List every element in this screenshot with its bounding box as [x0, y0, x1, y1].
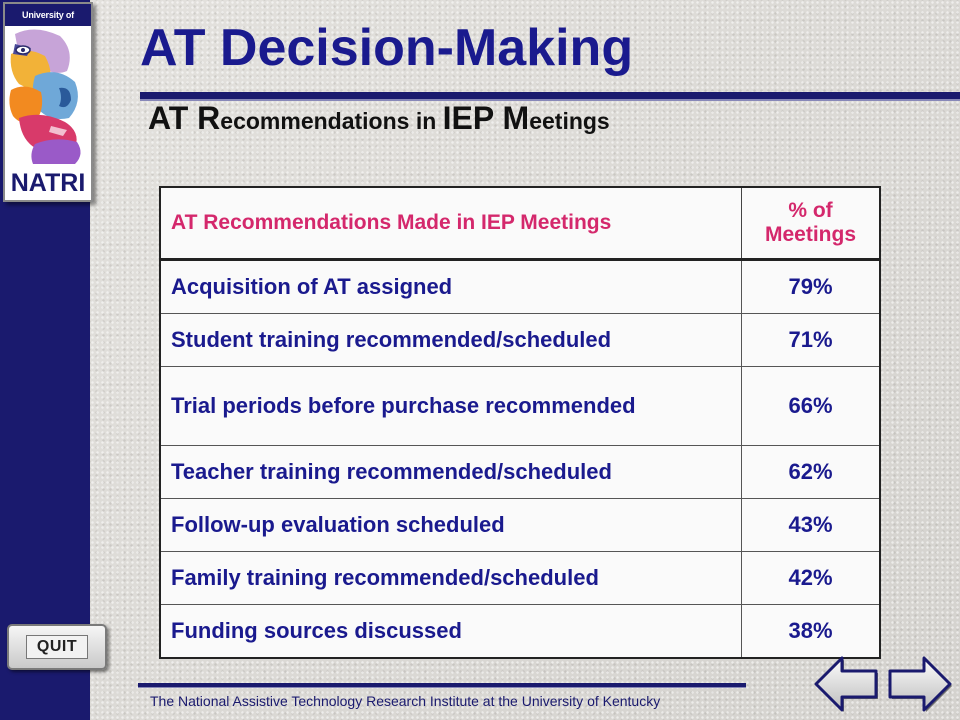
row-label: Family training recommended/scheduled — [160, 551, 742, 604]
natri-logo — [3, 2, 93, 202]
subtitle-rest-2: eetings — [529, 108, 610, 134]
row-value: 38% — [742, 604, 881, 658]
table-row — [160, 604, 880, 658]
footer-divider — [138, 683, 746, 688]
row-label: Follow-up evaluation scheduled — [160, 498, 742, 551]
quit-button[interactable] — [7, 624, 107, 670]
subtitle-cap-2: IEP M — [442, 100, 530, 136]
page-title: AT Decision-Making — [140, 19, 634, 77]
arrow-left-icon[interactable] — [812, 654, 880, 714]
table-header-row — [160, 187, 880, 259]
table-row — [160, 366, 880, 445]
table-row — [160, 445, 880, 498]
header-percent: % of Meetings — [742, 187, 881, 259]
arrow-right-icon[interactable] — [886, 654, 954, 714]
row-value: 62% — [742, 445, 881, 498]
table-row — [160, 551, 880, 604]
page-subtitle — [148, 100, 610, 137]
subtitle-cap-1: AT R — [148, 100, 221, 136]
row-label: Trial periods before purchase recommended — [160, 366, 742, 445]
row-label: Student training recommended/scheduled — [160, 313, 742, 366]
row-label: Acquisition of AT assigned — [160, 259, 742, 313]
row-label: Teacher training recommended/scheduled — [160, 445, 742, 498]
quit-label: QUIT — [26, 635, 88, 659]
table-row — [160, 498, 880, 551]
row-value: 71% — [742, 313, 881, 366]
faces-logo-icon — [5, 26, 91, 166]
row-value: 43% — [742, 498, 881, 551]
table-row — [160, 313, 880, 366]
recommendations-table — [159, 186, 881, 659]
row-value: 42% — [742, 551, 881, 604]
subtitle-rest-1: ecommendations in — [220, 108, 443, 134]
header-recommendation: AT Recommendations Made in IEP Meetings — [160, 187, 742, 259]
logo-university-label: University of — [5, 4, 91, 26]
row-value: 66% — [742, 366, 881, 445]
logo-name: NATRI — [10, 169, 86, 197]
footer-credit: The National Assistive Technology Research Institute at the University of Kentucky — [150, 693, 661, 709]
row-value: 79% — [742, 259, 881, 313]
row-label: Funding sources discussed — [160, 604, 742, 658]
table-row — [160, 259, 880, 313]
